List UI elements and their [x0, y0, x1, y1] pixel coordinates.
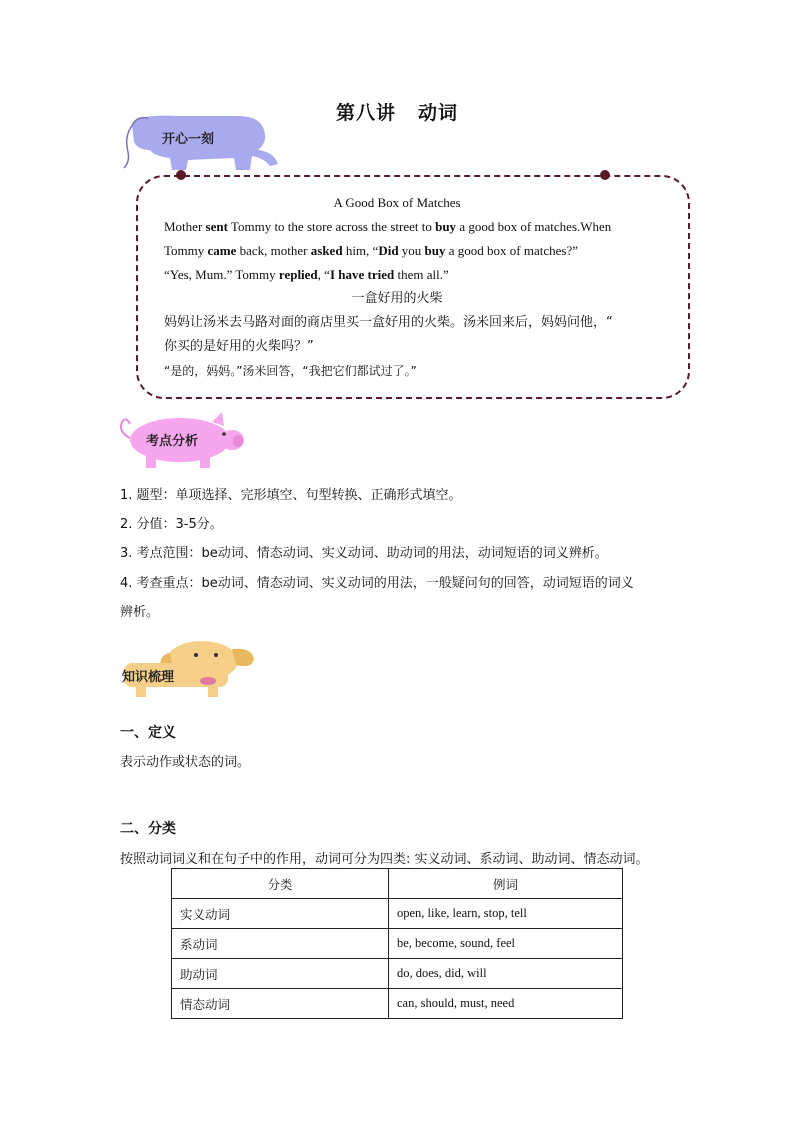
verb-classification-table	[171, 868, 623, 1019]
list-item: 1. 题型：单项选择、完形填空、句型转换、正确形式填空。	[120, 488, 462, 503]
table-header: 分类	[172, 869, 389, 899]
table-cell: do, does, did, will	[389, 959, 623, 989]
decor-dot	[176, 170, 186, 180]
list-item: 辨析。	[120, 605, 160, 620]
title-topic: 动词	[418, 102, 459, 124]
table-row	[172, 899, 623, 929]
story-en-line1: Mother sent Tommy to the store across the street to buy a good box of matches.When	[164, 219, 612, 234]
title-lesson: 第八讲	[335, 102, 396, 124]
table-cell: be, become, sound, feel	[389, 929, 623, 959]
story-cn-line2: 你买的是好用的火柴吗？”	[164, 339, 314, 354]
table-cell: open, like, learn, stop, tell	[389, 899, 623, 929]
badge-analysis-label: 考点分析	[146, 434, 199, 449]
story-cn-line3: “是的，妈妈。”汤米回答，“我把它们都试过了。”	[164, 364, 417, 378]
story-title: A Good Box of Matches	[333, 195, 461, 210]
badge-knowledge-label: 知识梳理	[122, 670, 175, 685]
list-item: 3. 考点范围：be动词、情态动词、实义动词、助动词的用法，动词短语的词义辨析。	[120, 546, 608, 561]
list-item: 4. 考查重点：be动词、情态动词、实义动词的用法，一般疑问句的回答，动词短语的词义	[120, 576, 634, 591]
list-item: 2. 分值：3-5分。	[120, 517, 223, 532]
table-cell: 助动词	[172, 959, 389, 989]
section-text: 表示动作或状态的词。	[120, 755, 251, 770]
table-cell: 实义动词	[172, 899, 389, 929]
table-cell: 情态动词	[172, 989, 389, 1019]
table-row	[172, 959, 623, 989]
story-cn-line1: 妈妈让汤米去马路对面的商店里买一盒好用的火柴。汤米回来后，妈妈问他，“	[164, 315, 613, 330]
decor-dot	[600, 170, 610, 180]
table-cell: 系动词	[172, 929, 389, 959]
table-cell: can, should, must, need	[389, 989, 623, 1019]
table-header-row	[172, 869, 623, 899]
badge-fun-label: 开心一刻	[162, 132, 215, 147]
table-row	[172, 989, 623, 1019]
story-en-line3: “Yes, Mum.” Tommy replied, “I have tried them all.”	[164, 267, 449, 282]
table-row	[172, 929, 623, 959]
section-heading: 一、定义	[120, 725, 176, 741]
section-heading: 二、分类	[120, 821, 176, 837]
story-en-line2: Tommy came back, mother asked him, “Did you buy a good box of matches?”	[164, 243, 578, 258]
story-cn-title: 一盒好用的火柴	[351, 291, 443, 306]
table-header: 例词	[389, 869, 623, 899]
section-text: 按照动词词义和在句子中的作用，动词可分为四类: 实义动词、系动词、助动词、情态动词。	[120, 852, 649, 867]
